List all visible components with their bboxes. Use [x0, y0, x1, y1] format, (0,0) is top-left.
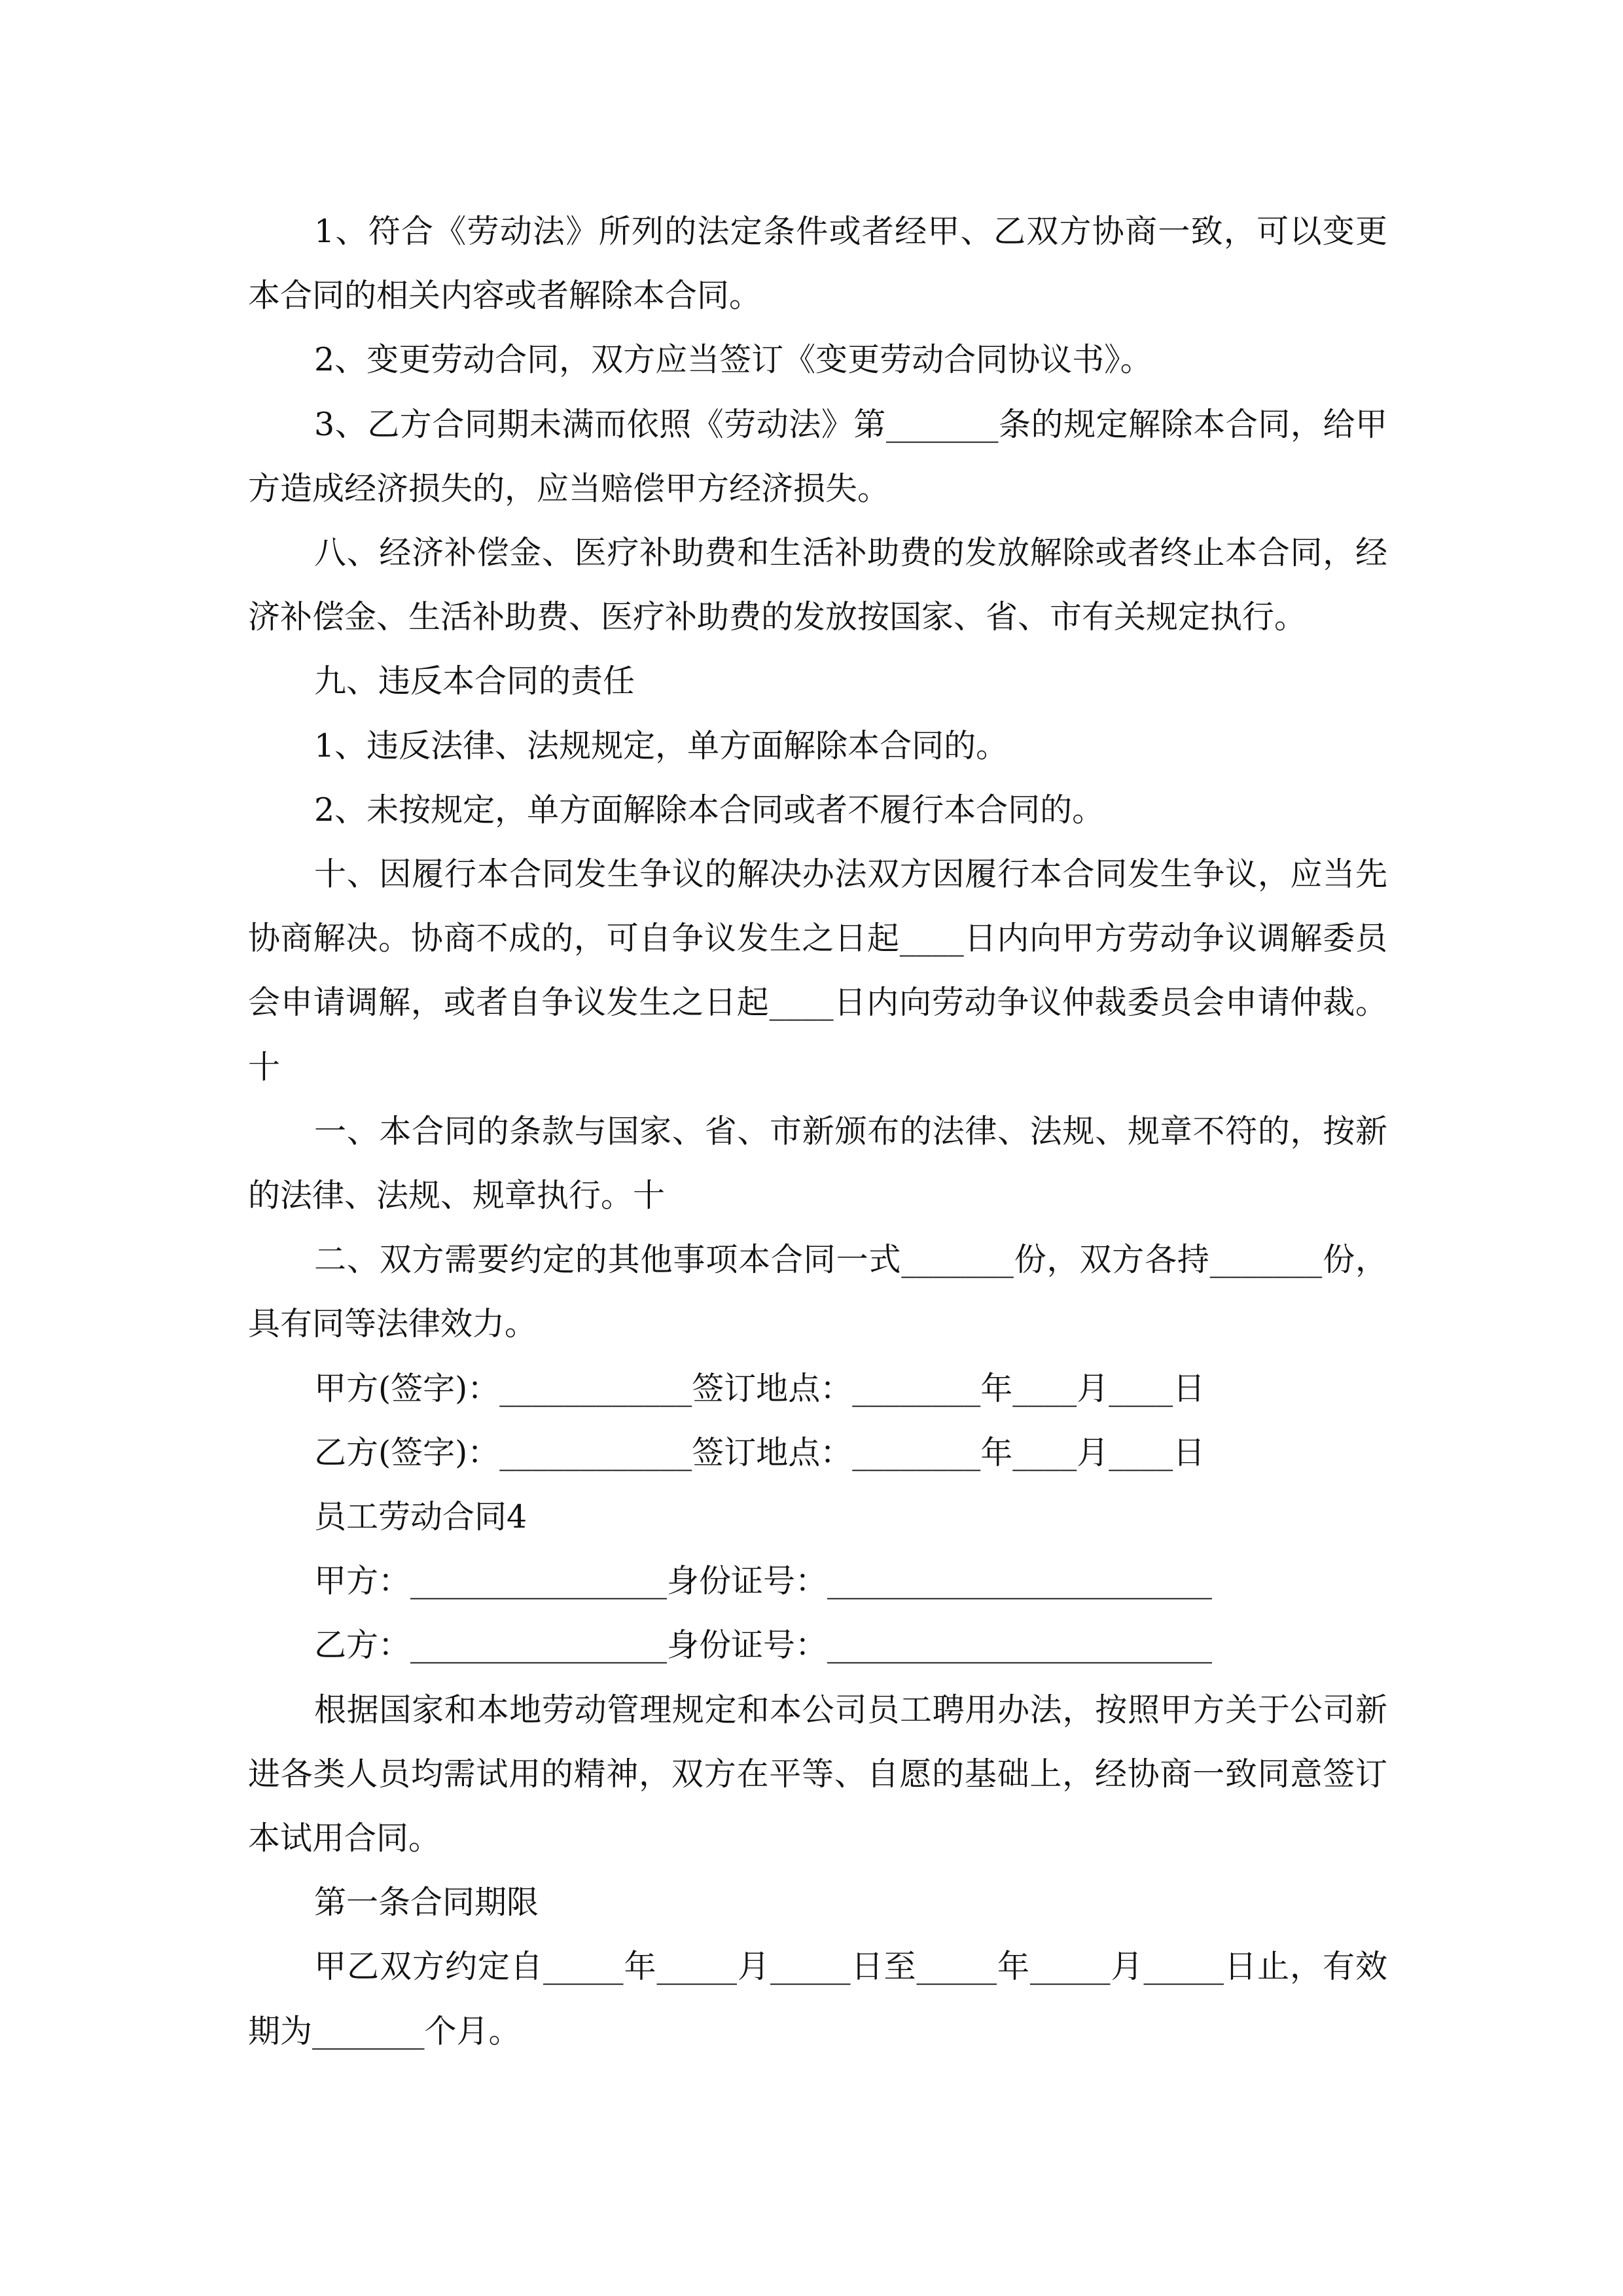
- text-line: 进各类人员均需试用的精神，双方在平等、自愿的基础上，经协商一致同意签订: [248, 1755, 1387, 1793]
- text-line: 期为_______个月。: [248, 2012, 521, 2050]
- text-line: 二、双方需要约定的其他事项本合同一式_______份，双方各持_______份，: [314, 1241, 1387, 1279]
- text-line: 本合同的相关内容或者解除本合同。: [248, 277, 762, 315]
- text-line: 第一条合同期限: [314, 1884, 539, 1922]
- text-line: 甲乙双方约定自_____年_____月_____日至_____年_____月_____日止，有效: [314, 1948, 1387, 1986]
- text-line: 具有同等法律效力。: [248, 1305, 537, 1343]
- text-line: 1、符合《劳动法》所列的法定条件或者经甲、乙双方协商一致，可以变更: [314, 213, 1387, 250]
- text-line: 乙方：________________身份证号：________________________: [314, 1626, 1213, 1664]
- text-line: 2、未按规定，单方面解除本合同或者不履行本合同的。: [314, 791, 1105, 829]
- text-line: 1、违反法律、法规规定，单方面解除本合同的。: [314, 726, 1008, 764]
- text-line: 十、因履行本合同发生争议的解决办法双方因履行本合同发生争议，应当先: [314, 855, 1387, 893]
- text-line: 会申请调解，或者自争议发生之日起____日内向劳动争议仲裁委员会申请仲裁。: [248, 984, 1387, 1022]
- text-line: 乙方(签字)：____________签订地点：________年____月____日: [314, 1433, 1205, 1471]
- text-line: 2、变更劳动合同，双方应当签订《变更劳动合同协议书》。: [314, 341, 1152, 379]
- text-line: 甲方(签字)：____________签订地点：________年____月____日: [314, 1369, 1205, 1407]
- text-line: 九、违反本合同的责任: [314, 662, 635, 700]
- text-line: 根据国家和本地劳动管理规定和本公司员工聘用办法，按照甲方关于公司新: [314, 1691, 1387, 1729]
- text-line: 八、经济补偿金、医疗补助费和生活补助费的发放解除或者终止本合同，经: [314, 534, 1387, 571]
- text-line: 3、乙方合同期未满而依照《劳动法》第_______条的规定解除本合同，给甲: [314, 405, 1387, 443]
- text-line: 方造成经济损失的，应当赔偿甲方经济损失。: [248, 469, 890, 507]
- text-line: 的法律、法规、规章执行。十: [248, 1177, 666, 1214]
- text-line: 一、本合同的条款与国家、省、市新颁布的法律、法规、规章不符的，按新: [314, 1112, 1387, 1150]
- text-line: 员工劳动合同4: [314, 1498, 527, 1535]
- text-line: 协商解决。协商不成的，可自争议发生之日起____日内向甲方劳动争议调解委员: [248, 920, 1387, 958]
- text-line: 济补偿金、生活补助费、医疗补助费的发放按国家、省、市有关规定执行。: [248, 598, 1307, 636]
- text-line: 十: [248, 1048, 281, 1086]
- text-line: 本试用合同。: [248, 1820, 441, 1857]
- text-line: 甲方：________________身份证号：________________________: [314, 1562, 1213, 1600]
